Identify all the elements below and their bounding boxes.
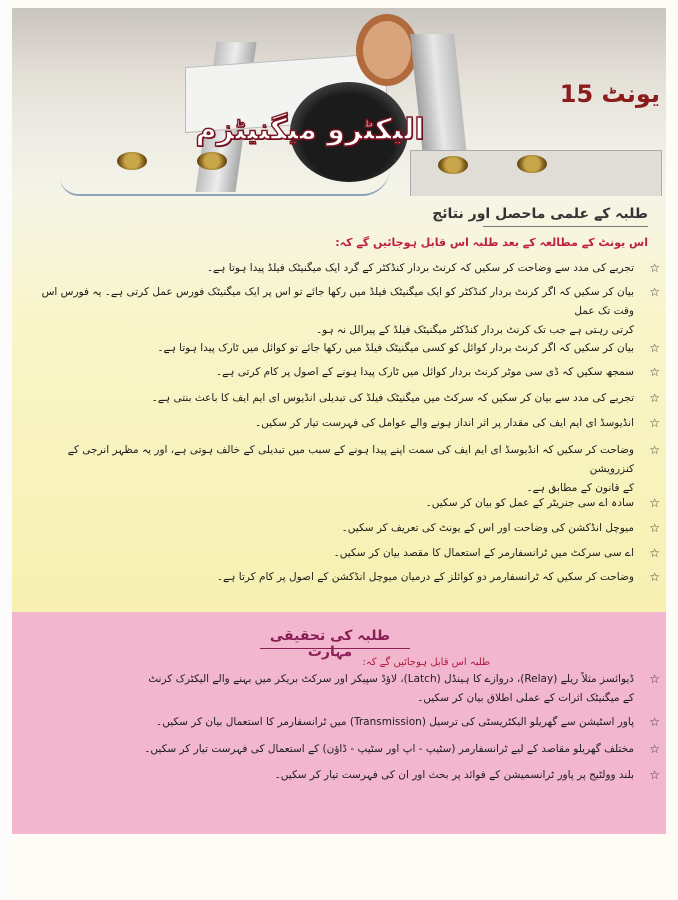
star-bullet-icon: ☆ (649, 416, 660, 430)
skills-item-text: کے میگنیٹک اثرات کے عملی اطلاق بیان کر سکیں۔ (417, 692, 634, 704)
terminal-screw (517, 155, 547, 173)
terminal-screw (438, 156, 468, 174)
star-bullet-icon: ☆ (649, 570, 660, 584)
star-bullet-icon: ☆ (649, 391, 660, 405)
outcomes-item (40, 568, 660, 587)
star-bullet-icon: ☆ (649, 341, 660, 355)
outcomes-item (40, 441, 660, 498)
outcomes-item (40, 494, 660, 513)
skills-heading: طلبہ کی تحقیقی مہارت (269, 628, 391, 660)
outcomes-item-text: کرتی رہتی ہے جب تک کرنٹ بردار کنڈکٹر میگنیٹک فیلڈ کے پیرالل نہ ہو۔ (315, 324, 634, 336)
star-bullet-icon: ☆ (649, 742, 660, 756)
outcomes-item-text: میوچل انڈکشن کی وضاحت اور اس کے یونٹ کی تعریف کر سکیں۔ (341, 522, 634, 534)
skills-item (40, 713, 660, 732)
outcomes-item (40, 389, 660, 408)
star-bullet-icon: ☆ (649, 768, 660, 782)
star-bullet-icon: ☆ (649, 672, 660, 686)
outcomes-item (40, 283, 660, 340)
outcomes-intro: اس یونٹ کے مطالعہ کے بعد طلبہ اس قابل ہوجائیں گے کہ: (335, 236, 648, 249)
star-bullet-icon: ☆ (649, 365, 660, 379)
star-bullet-icon: ☆ (649, 285, 660, 299)
outcomes-item-text: سمجھ سکیں کہ ڈی سی موٹر کرنٹ بردار کوائل میں ٹارک پیدا ہونے کے اصول پر کام کرتی ہے۔ (215, 366, 634, 378)
star-bullet-icon: ☆ (649, 715, 660, 729)
outcomes-item-text: کے قانون کے مطابق ہے۔ (526, 482, 634, 494)
star-bullet-icon: ☆ (649, 546, 660, 560)
skills-item-text: مختلف گھریلو مقاصد کے لیے ٹرانسفارمر (سٹیپ - اپ اور سٹیپ - ڈاؤن) کے استعمال کی فہرست تیار کر سکیں۔ (144, 743, 634, 755)
skills-item-text: ڈیوائسز مثلاً ریلے (Relay)، دروازے کا ہینڈل (Latch)، لاؤڈ سپیکر اور سرکٹ بریکر میں بہنے والے الیکٹرک کرنٹ (148, 673, 634, 685)
skills-item-text: پاور اسٹیشن سے گھریلو الیکٹریسٹی کی ترسیل (Transmission) میں ٹرانسفارمر کا استعمال بیان کر سکیں۔ (156, 716, 634, 728)
outcomes-item-text: تجربے کی مدد سے وضاحت کر سکیں کہ کرنٹ بردار کنڈکٹر کے گرد ایک میگنیٹک فیلڈ پیدا ہوتا ہے۔ (206, 262, 634, 274)
copper-coil-image (356, 14, 418, 86)
star-bullet-icon: ☆ (649, 496, 660, 510)
star-bullet-icon: ☆ (649, 521, 660, 535)
outcomes-item-text: بیان کر سکیں کہ اگر کرنٹ بردار کنڈکٹر کو ایک میگنیٹک فیلڈ میں رکھا جائے تو اس پر ایک میگنیٹک فورس عمل کرتی ہے۔ یہ فورس اس وقت تک عمل (41, 286, 634, 317)
unit-number: یونٹ 15 (559, 80, 660, 108)
skills-heading-underline (260, 648, 410, 649)
skills-item (40, 766, 660, 785)
connecting-wire (60, 168, 390, 196)
outcomes-item-text: وضاحت کر سکیں کہ انڈیوسڈ ای ایم ایف کی سمت اپنے پیدا ہونے کے سبب میں تبدیلی کے خالف ہوتی ہے، اور یہ مظہر انرجی کے کنزرویشن (67, 444, 634, 475)
outcomes-item-text: اے سی سرکٹ میں ٹرانسفارمر کے استعمال کا مقصد بیان کر سکیں۔ (333, 547, 634, 559)
outcomes-item-text: وضاحت کر سکیں کہ ٹرانسفارمر دو کوائلز کے درمیان میوچل انڈکشن کے اصول پر کام کرتا ہے۔ (216, 571, 634, 583)
page-edge (0, 0, 12, 900)
outcomes-heading: طلبہ کے علمی ماحصل اور نتائج (432, 206, 648, 222)
outcomes-item-text: انڈیوسڈ ای ایم ایف کی مقدار پر اثر انداز ہونے والے عوامل کی فہرست تیار کر سکیں۔ (254, 417, 634, 429)
star-bullet-icon: ☆ (649, 443, 660, 457)
star-bullet-icon: ☆ (649, 261, 660, 275)
outcomes-item-text: بیان کر سکیں کہ اگر کرنٹ بردار کوائل کو کسی میگنیٹک فیلڈ میں رکھا جائے تو کوائل میں ٹارک پیدا ہوتا ہے۔ (157, 342, 634, 354)
skills-item (40, 740, 660, 759)
unit-title: الیکٹرو میگنیٹزم (195, 112, 425, 146)
skills-item-text: بلند وولٹیج پر پاور ٹرانسمیشن کے فوائد پر بحث اور ان کی فہرست تیار کر سکیں۔ (274, 769, 634, 781)
skills-item (40, 670, 660, 708)
outcomes-item (40, 519, 660, 538)
outcomes-item (40, 339, 660, 358)
outcomes-item (40, 544, 660, 563)
outcomes-item (40, 363, 660, 382)
outcomes-item-text: سادہ اے سی جنریٹر کے عمل کو بیان کر سکیں۔ (425, 497, 634, 509)
outcomes-heading-underline (483, 226, 648, 227)
outcomes-item-text: تجربے کی مدد سے بیان کر سکیں کہ سرکٹ میں میگنیٹک فیلڈ کی تبدیلی انڈیوس ای ایم ایف کا باعث بنتی ہے۔ (151, 392, 634, 404)
skills-intro: طلبہ اس قابل ہوجائیں گے کہ: (362, 657, 490, 668)
outcomes-item (40, 259, 660, 278)
outcomes-item (40, 414, 660, 433)
